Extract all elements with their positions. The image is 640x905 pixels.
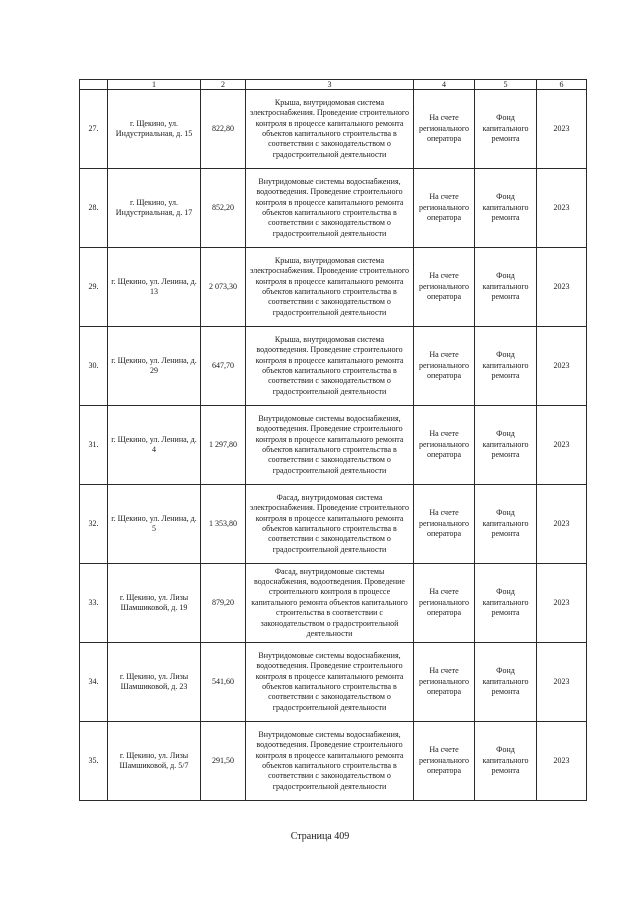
year-cell: 2023 [537,722,587,801]
table-row [80,643,587,722]
header-cell-1: 1 [108,80,201,90]
funding-source-cell: Фонд капитального ремонта [475,169,537,248]
account-type-cell: На счете регионального оператора [414,406,475,485]
area-cell: 1 353,80 [201,485,246,564]
account-type-cell: На счете регионального оператора [414,643,475,722]
works-description-cell: Внутридомовые системы водоснабжения, водоотведения. Проведение строительного контроля в процессе капитального ремонта объектов капитального строительства в соответствии с законодательством о градостроительной деятельности [246,406,414,485]
year-cell: 2023 [537,169,587,248]
row-number-cell: 32. [80,485,108,564]
header-row [80,80,587,90]
header-cell-6: 6 [537,80,587,90]
row-number-cell: 33. [80,564,108,643]
area-cell: 2 073,30 [201,248,246,327]
address-cell: г. Щекино, ул. Лизы Шамшиковой, д. 5/7 [108,722,201,801]
year-cell: 2023 [537,90,587,169]
table-row [80,564,587,643]
address-cell: г. Щекино, ул. Ленина, д. 5 [108,485,201,564]
address-cell: г. Щекино, ул. Индустриальная, д. 15 [108,90,201,169]
header-cell-3: 3 [246,80,414,90]
header-cell-4: 4 [414,80,475,90]
funding-source-cell: Фонд капитального ремонта [475,90,537,169]
row-number-cell: 29. [80,248,108,327]
area-cell: 541,60 [201,643,246,722]
row-number-cell: 34. [80,643,108,722]
header-cell-blank [80,80,108,90]
works-description-cell: Фасад, внутридомовая система электроснабжения. Проведение строительного контроля в процессе капитального ремонта объектов капитального строительства в соответствии с законодательством о градостроительной деятельности [246,485,414,564]
funding-source-cell: Фонд капитального ремонта [475,248,537,327]
funding-source-cell: Фонд капитального ремонта [475,564,537,643]
works-description-cell: Фасад, внутридомовые системы водоснабжения, водоотведения. Проведение строительного контроля в процессе капитального ремонта объектов капитального строительства в соответствии с законодательством о градостроительной деятельности [246,564,414,643]
row-number-cell: 27. [80,90,108,169]
address-cell: г. Щекино, ул. Лизы Шамшиковой, д. 19 [108,564,201,643]
works-description-cell: Крыша, внутридомовая система электроснабжения. Проведение строительного контроля в процессе капитального ремонта объектов капитального строительства в соответствии с законодательством о градостроительной деятельности [246,248,414,327]
address-cell: г. Щекино, ул. Индустриальная, д. 17 [108,169,201,248]
address-cell: г. Щекино, ул. Ленина, д. 4 [108,406,201,485]
capital-repair-table [79,79,587,801]
table-row [80,169,587,248]
works-description-cell: Внутридомовые системы водоснабжения, водоотведения. Проведение строительного контроля в процессе капитального ремонта объектов капитального строительства в соответствии с законодательством о градостроительной деятельности [246,643,414,722]
header-cell-2: 2 [201,80,246,90]
account-type-cell: На счете регионального оператора [414,169,475,248]
account-type-cell: На счете регионального оператора [414,90,475,169]
year-cell: 2023 [537,406,587,485]
area-cell: 291,50 [201,722,246,801]
year-cell: 2023 [537,485,587,564]
table-row [80,406,587,485]
table-row [80,248,587,327]
works-description-cell: Крыша, внутридомовая система водоотведения. Проведение строительного контроля в процессе капитального ремонта объектов капитального строительства в соответствии с законодательством о градостроительной деятельности [246,327,414,406]
year-cell: 2023 [537,327,587,406]
area-cell: 647,70 [201,327,246,406]
account-type-cell: На счете регионального оператора [414,485,475,564]
year-cell: 2023 [537,248,587,327]
table-row [80,327,587,406]
year-cell: 2023 [537,564,587,643]
table-row [80,90,587,169]
area-cell: 879,20 [201,564,246,643]
funding-source-cell: Фонд капитального ремонта [475,406,537,485]
works-description-cell: Внутридомовые системы водоснабжения, водоотведения. Проведение строительного контроля в процессе капитального ремонта объектов капитального строительства в соответствии с законодательством о градостроительной деятельности [246,169,414,248]
area-cell: 822,80 [201,90,246,169]
year-cell: 2023 [537,643,587,722]
row-number-cell: 30. [80,327,108,406]
address-cell: г. Щекино, ул. Ленина, д. 13 [108,248,201,327]
table-row [80,485,587,564]
account-type-cell: На счете регионального оператора [414,722,475,801]
area-cell: 1 297,80 [201,406,246,485]
funding-source-cell: Фонд капитального ремонта [475,327,537,406]
table-row [80,722,587,801]
works-description-cell: Внутридомовые системы водоснабжения, водоотведения. Проведение строительного контроля в процессе капитального ремонта объектов капитального строительства в соответствии с законодательством о градостроительной деятельности [246,722,414,801]
works-description-cell: Крыша, внутридомовая система электроснабжения. Проведение строительного контроля в процессе капитального ремонта объектов капитального строительства в соответствии с законодательством о градостроительной деятельности [246,90,414,169]
area-cell: 852,20 [201,169,246,248]
address-cell: г. Щекино, ул. Лизы Шамшиковой, д. 23 [108,643,201,722]
account-type-cell: На счете регионального оператора [414,248,475,327]
row-number-cell: 31. [80,406,108,485]
account-type-cell: На счете регионального оператора [414,327,475,406]
funding-source-cell: Фонд капитального ремонта [475,643,537,722]
row-number-cell: 35. [80,722,108,801]
funding-source-cell: Фонд капитального ремонта [475,722,537,801]
address-cell: г. Щекино, ул. Ленина, д. 29 [108,327,201,406]
header-cell-5: 5 [475,80,537,90]
page-number: Страница 409 [290,831,350,842]
row-number-cell: 28. [80,169,108,248]
account-type-cell: На счете регионального оператора [414,564,475,643]
funding-source-cell: Фонд капитального ремонта [475,485,537,564]
